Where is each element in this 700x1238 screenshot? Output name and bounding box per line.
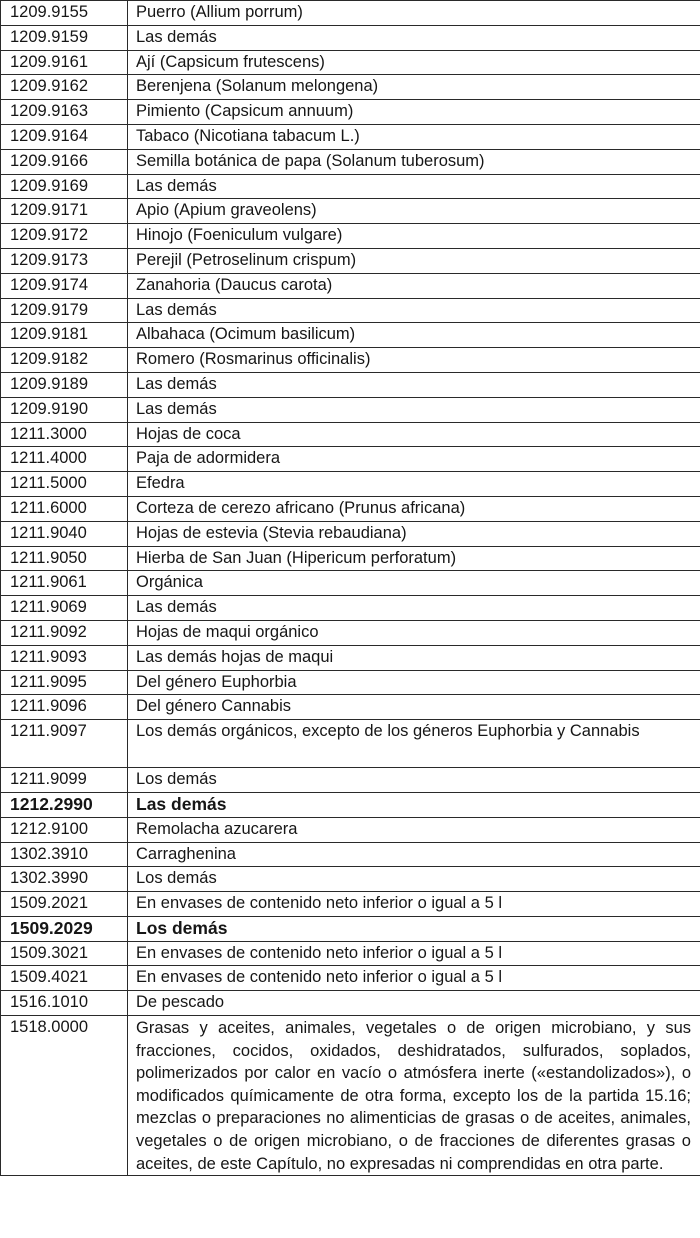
- table-row: [1, 149, 700, 174]
- table-row: [1, 720, 700, 768]
- product-description: Las demás: [128, 372, 700, 397]
- table-row: [1, 372, 700, 397]
- table-row: [1, 248, 700, 273]
- table-row: [1, 496, 700, 521]
- tariff-code: 1209.9166: [1, 149, 128, 174]
- table-row: [1, 768, 700, 793]
- product-description: En envases de contenido neto inferior o igual a 5 l: [128, 966, 700, 991]
- table-row: [1, 224, 700, 249]
- table-row: [1, 916, 700, 941]
- product-description: Los demás: [128, 867, 700, 892]
- tariff-code: 1211.9093: [1, 645, 128, 670]
- tariff-code: 1209.9162: [1, 75, 128, 100]
- tariff-code: 1516.1010: [1, 991, 128, 1016]
- table-row: [1, 348, 700, 373]
- product-description: Las demás: [128, 596, 700, 621]
- tariff-code: 1209.9173: [1, 248, 128, 273]
- tariff-code: 1209.9155: [1, 1, 128, 26]
- product-description: Zanahoria (Daucus carota): [128, 273, 700, 298]
- table-row: [1, 966, 700, 991]
- tariff-code: 1211.9095: [1, 670, 128, 695]
- table-row: [1, 298, 700, 323]
- table-row: [1, 174, 700, 199]
- tariff-code: 1209.9179: [1, 298, 128, 323]
- tariff-code: 1211.9069: [1, 596, 128, 621]
- product-description: Semilla botánica de papa (Solanum tuberosum): [128, 149, 700, 174]
- tariff-code: 1209.9182: [1, 348, 128, 373]
- tariff-code: 1518.0000: [1, 1016, 128, 1176]
- product-description: Los demás orgánicos, excepto de los géneros Euphorbia y Cannabis: [128, 720, 700, 768]
- tariff-code: 1209.9159: [1, 25, 128, 50]
- table-row: [1, 447, 700, 472]
- tariff-code: 1209.9163: [1, 100, 128, 125]
- tariff-code: 1302.3910: [1, 842, 128, 867]
- product-description: Albahaca (Ocimum basilicum): [128, 323, 700, 348]
- tariff-code: 1209.9174: [1, 273, 128, 298]
- tariff-code: 1211.9092: [1, 620, 128, 645]
- product-description: En envases de contenido neto inferior o igual a 5 l: [128, 892, 700, 917]
- table-row: [1, 670, 700, 695]
- product-description: Apio (Apium graveolens): [128, 199, 700, 224]
- product-description: Hierba de San Juan (Hipericum perforatum): [128, 546, 700, 571]
- tariff-code: 1212.2990: [1, 792, 128, 817]
- table-row: [1, 546, 700, 571]
- tariff-code: 1212.9100: [1, 817, 128, 842]
- product-description: Remolacha azucarera: [128, 817, 700, 842]
- product-description: Efedra: [128, 472, 700, 497]
- product-description: Del género Cannabis: [128, 695, 700, 720]
- product-description: Del género Euphorbia: [128, 670, 700, 695]
- table-row: [1, 323, 700, 348]
- product-description: En envases de contenido neto inferior o igual a 5 l: [128, 941, 700, 966]
- tariff-code: 1211.9050: [1, 546, 128, 571]
- product-description: Romero (Rosmarinus officinalis): [128, 348, 700, 373]
- product-description: Las demás: [128, 174, 700, 199]
- tariff-code: 1211.4000: [1, 447, 128, 472]
- product-description: Las demás: [128, 298, 700, 323]
- table-row: [1, 695, 700, 720]
- tariff-code: 1209.9189: [1, 372, 128, 397]
- product-description: Perejil (Petroselinum crispum): [128, 248, 700, 273]
- tariff-code: 1211.5000: [1, 472, 128, 497]
- tariff-code: 1509.3021: [1, 941, 128, 966]
- table-row: [1, 792, 700, 817]
- table-row: [1, 571, 700, 596]
- table-row: [1, 991, 700, 1016]
- table-row: [1, 422, 700, 447]
- tariff-code: 1209.9190: [1, 397, 128, 422]
- product-description: Las demás: [128, 397, 700, 422]
- table-row: [1, 941, 700, 966]
- tariff-code: 1211.9040: [1, 521, 128, 546]
- table-row: [1, 1, 700, 26]
- tariff-code: 1209.9181: [1, 323, 128, 348]
- product-description: Puerro (Allium porrum): [128, 1, 700, 26]
- product-description: Los demás: [128, 768, 700, 793]
- table-row: [1, 645, 700, 670]
- product-description: Carraghenina: [128, 842, 700, 867]
- product-description: Hojas de maqui orgánico: [128, 620, 700, 645]
- product-description: Pimiento (Capsicum annuum): [128, 100, 700, 125]
- table-row: [1, 75, 700, 100]
- table-row: [1, 273, 700, 298]
- table-row: [1, 521, 700, 546]
- table-row: [1, 100, 700, 125]
- tariff-code: 1209.9171: [1, 199, 128, 224]
- table-row: [1, 842, 700, 867]
- product-description: Hojas de estevia (Stevia rebaudiana): [128, 521, 700, 546]
- product-description: Los demás: [128, 916, 700, 941]
- product-description: Ají (Capsicum frutescens): [128, 50, 700, 75]
- product-description: Paja de adormidera: [128, 447, 700, 472]
- table-row: [1, 472, 700, 497]
- product-description: De pescado: [128, 991, 700, 1016]
- tariff-code: 1209.9169: [1, 174, 128, 199]
- tariff-code: 1509.2021: [1, 892, 128, 917]
- table-row: [1, 25, 700, 50]
- table-row: [1, 1016, 700, 1176]
- table-row: [1, 817, 700, 842]
- product-description: Hojas de coca: [128, 422, 700, 447]
- table-row: [1, 50, 700, 75]
- table-row: [1, 596, 700, 621]
- product-description: Las demás: [128, 25, 700, 50]
- product-description: Corteza de cerezo africano (Prunus africana): [128, 496, 700, 521]
- tariff-code: 1209.9172: [1, 224, 128, 249]
- tariff-code: 1211.9096: [1, 695, 128, 720]
- tariff-code: 1211.3000: [1, 422, 128, 447]
- tariff-code: 1209.9161: [1, 50, 128, 75]
- tariff-code: 1211.6000: [1, 496, 128, 521]
- table-row: [1, 892, 700, 917]
- product-description: Hinojo (Foeniculum vulgare): [128, 224, 700, 249]
- tariff-code: 1302.3990: [1, 867, 128, 892]
- tariff-code: 1509.4021: [1, 966, 128, 991]
- table-row: [1, 124, 700, 149]
- table-row: [1, 199, 700, 224]
- product-description: Grasas y aceites, animales, vegetales o de origen microbiano, y sus fracciones, cocidos, oxidados, deshidratados, sulfurados, soplados, polimerizados por calor en vacío o atmósfera inerte («estandolizados»), o modificados químicamente de otra forma, excepto los de la partida 15.16; mezclas o preparaciones no alimenticias de grasas o de aceites, animales, vegetales o de origen microbiano, o de fracciones de diferentes grasas o aceites, de este Capítulo, no expresadas ni comprendidas en otra parte.: [128, 1016, 700, 1176]
- table-row: [1, 620, 700, 645]
- product-description: Berenjena (Solanum melongena): [128, 75, 700, 100]
- tariff-code: 1211.9097: [1, 720, 128, 768]
- product-description: Las demás hojas de maqui: [128, 645, 700, 670]
- tariff-code: 1209.9164: [1, 124, 128, 149]
- product-description: Orgánica: [128, 571, 700, 596]
- tariff-code: 1211.9061: [1, 571, 128, 596]
- product-description: Tabaco (Nicotiana tabacum L.): [128, 124, 700, 149]
- table-row: [1, 867, 700, 892]
- tariff-code: 1211.9099: [1, 768, 128, 793]
- tariff-code: 1509.2029: [1, 916, 128, 941]
- product-description: Las demás: [128, 792, 700, 817]
- table-row: [1, 397, 700, 422]
